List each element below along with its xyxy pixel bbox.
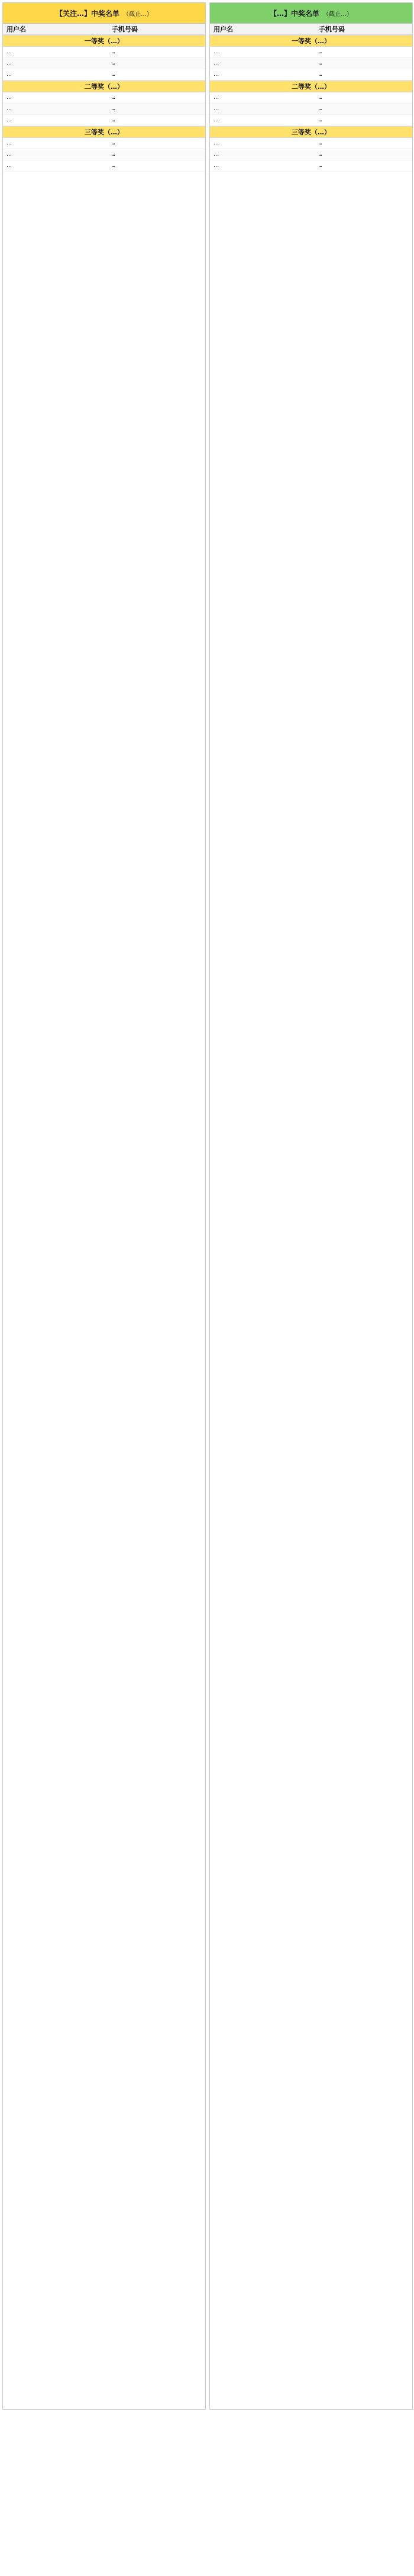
winner-phone: … bbox=[318, 140, 322, 146]
winner-phone: … bbox=[111, 72, 115, 78]
winner-name: … bbox=[214, 163, 219, 169]
winner-name: … bbox=[214, 49, 219, 55]
winner-row bbox=[210, 47, 412, 58]
winner-phone: … bbox=[318, 95, 322, 101]
winners-header bbox=[210, 3, 412, 24]
remaining-rows-placeholder bbox=[3, 172, 205, 2409]
winner-name: … bbox=[214, 106, 219, 112]
winners-header-subtitle: （截止…） bbox=[323, 11, 352, 18]
winner-row bbox=[210, 138, 412, 149]
winner-row bbox=[3, 47, 205, 58]
right-winners-table bbox=[209, 2, 413, 2410]
winner-phone: … bbox=[318, 72, 322, 78]
winner-phone: … bbox=[111, 49, 115, 55]
winners-header-subtitle: （截止…） bbox=[123, 11, 153, 18]
column-phone: 手机号码 bbox=[111, 25, 138, 33]
remaining-rows-placeholder bbox=[210, 172, 412, 2409]
winner-list bbox=[210, 47, 412, 80]
winner-name: … bbox=[214, 117, 219, 123]
prize-section-title: 二等奖（…） bbox=[3, 80, 205, 92]
winner-list bbox=[210, 92, 412, 126]
prize-section-title: 一等奖（…） bbox=[210, 35, 412, 47]
prize-section-title: 三等奖（…） bbox=[210, 126, 412, 138]
winner-row bbox=[210, 115, 412, 126]
winner-name: … bbox=[214, 140, 219, 146]
winners-header-title: 【关注…】中奖名单 bbox=[55, 9, 119, 18]
column-headers bbox=[3, 24, 205, 35]
winner-name: … bbox=[214, 60, 219, 66]
winner-name: … bbox=[7, 106, 12, 112]
winner-phone: … bbox=[318, 152, 322, 157]
winner-phone: … bbox=[111, 140, 115, 146]
prize-section-title: 三等奖（…） bbox=[3, 126, 205, 138]
winner-phone: … bbox=[318, 117, 322, 123]
winner-phone: … bbox=[111, 106, 115, 112]
winner-row bbox=[3, 138, 205, 149]
winner-row bbox=[3, 149, 205, 160]
winner-name: … bbox=[7, 152, 12, 157]
winner-row bbox=[210, 58, 412, 69]
winner-name: … bbox=[7, 60, 12, 66]
winner-phone: … bbox=[318, 163, 322, 169]
winner-phone: … bbox=[318, 49, 322, 55]
winner-phone: … bbox=[318, 60, 322, 66]
winner-list bbox=[3, 92, 205, 126]
winners-header bbox=[3, 3, 205, 24]
winner-row bbox=[3, 69, 205, 80]
column-phone: 手机号码 bbox=[318, 25, 345, 33]
winner-name: … bbox=[214, 152, 219, 157]
winner-phone: … bbox=[111, 117, 115, 123]
winner-name: … bbox=[7, 95, 12, 101]
winner-name: … bbox=[7, 117, 12, 123]
winner-name: … bbox=[7, 163, 12, 169]
winner-phone: … bbox=[318, 106, 322, 112]
winners-header-title: 【…】中奖名单 bbox=[269, 9, 319, 18]
winner-name: … bbox=[214, 72, 219, 78]
winner-list bbox=[3, 138, 205, 172]
winner-row bbox=[3, 58, 205, 69]
winner-row bbox=[210, 92, 412, 104]
winner-row bbox=[210, 160, 412, 172]
winner-phone: … bbox=[111, 95, 115, 101]
winner-phone: … bbox=[111, 152, 115, 157]
winner-row bbox=[210, 149, 412, 160]
winner-name: … bbox=[7, 72, 12, 78]
winner-name: … bbox=[214, 95, 219, 101]
column-username: 用户名 bbox=[214, 25, 233, 33]
winner-row bbox=[3, 160, 205, 172]
winner-list bbox=[3, 47, 205, 80]
winner-row bbox=[210, 104, 412, 115]
winner-row bbox=[3, 92, 205, 104]
winner-phone: … bbox=[111, 163, 115, 169]
prize-section-title: 一等奖（…） bbox=[3, 35, 205, 47]
winner-phone: … bbox=[111, 60, 115, 66]
prize-section-title: 二等奖（…） bbox=[210, 80, 412, 92]
column-headers bbox=[210, 24, 412, 35]
column-username: 用户名 bbox=[7, 25, 26, 33]
left-winners-table bbox=[2, 2, 206, 2410]
winner-row bbox=[210, 69, 412, 80]
winner-name: … bbox=[7, 49, 12, 55]
winner-row bbox=[3, 115, 205, 126]
winner-row bbox=[3, 104, 205, 115]
winner-list bbox=[210, 138, 412, 172]
winner-name: … bbox=[7, 140, 12, 146]
